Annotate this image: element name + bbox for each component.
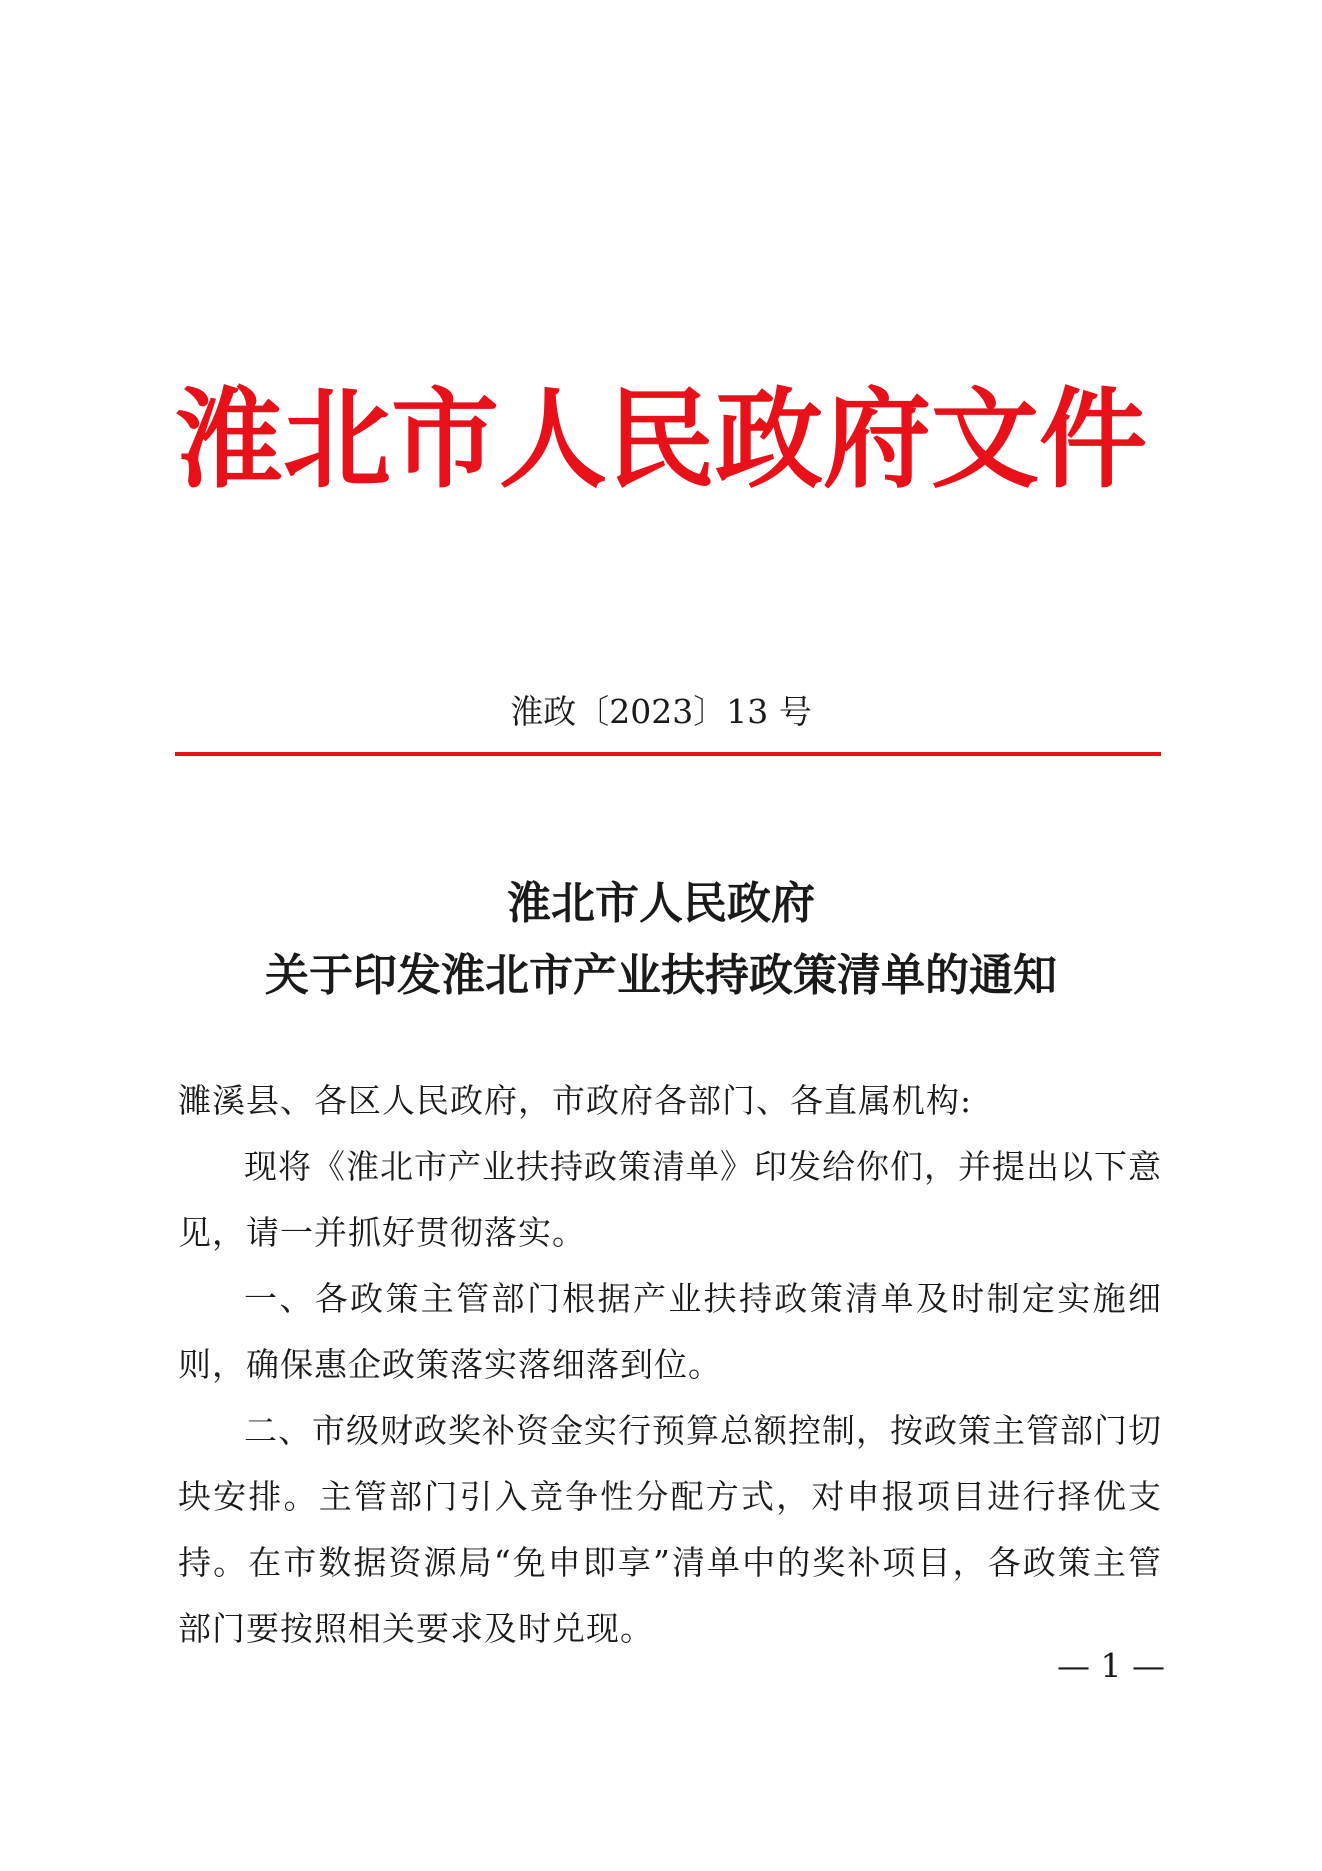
- salutation: 濉溪县、各区人民政府，市政府各部门、各直属机构:: [178, 1081, 973, 1120]
- body-paragraph: 现将《淮北市产业扶持政策清单》印发给你们，并提出以下意见，请一并抓好贯彻落实。: [178, 1147, 1162, 1252]
- body-paragraph: 一、各政策主管部门根据产业扶持政策清单及时制定实施细则，确保惠企政策落实落细落到位。: [178, 1279, 1162, 1384]
- red-divider-line: [175, 752, 1161, 756]
- document-body: [178, 1068, 1162, 1662]
- body-paragraph: 二、市级财政奖补资金实行预算总额控制，按政策主管部门切块安排。主管部门引入竞争性分配方式，对申报项目进行择优支持。在市数据资源局“免申即享”清单中的奖补项目，各政策主管部门要按照相关要求及时兑现。: [178, 1411, 1162, 1648]
- title-line-subject: 关于印发淮北市产业扶持政策清单的通知: [265, 950, 1057, 1001]
- page-number: — 1 —: [1057, 1646, 1165, 1685]
- document-number: 淮政〔2023〕13 号: [510, 692, 812, 731]
- document-title: [0, 868, 1322, 1012]
- title-line-issuer: 淮北市人民政府: [507, 878, 815, 929]
- document-masthead: 淮北市人民政府文件: [174, 377, 1147, 503]
